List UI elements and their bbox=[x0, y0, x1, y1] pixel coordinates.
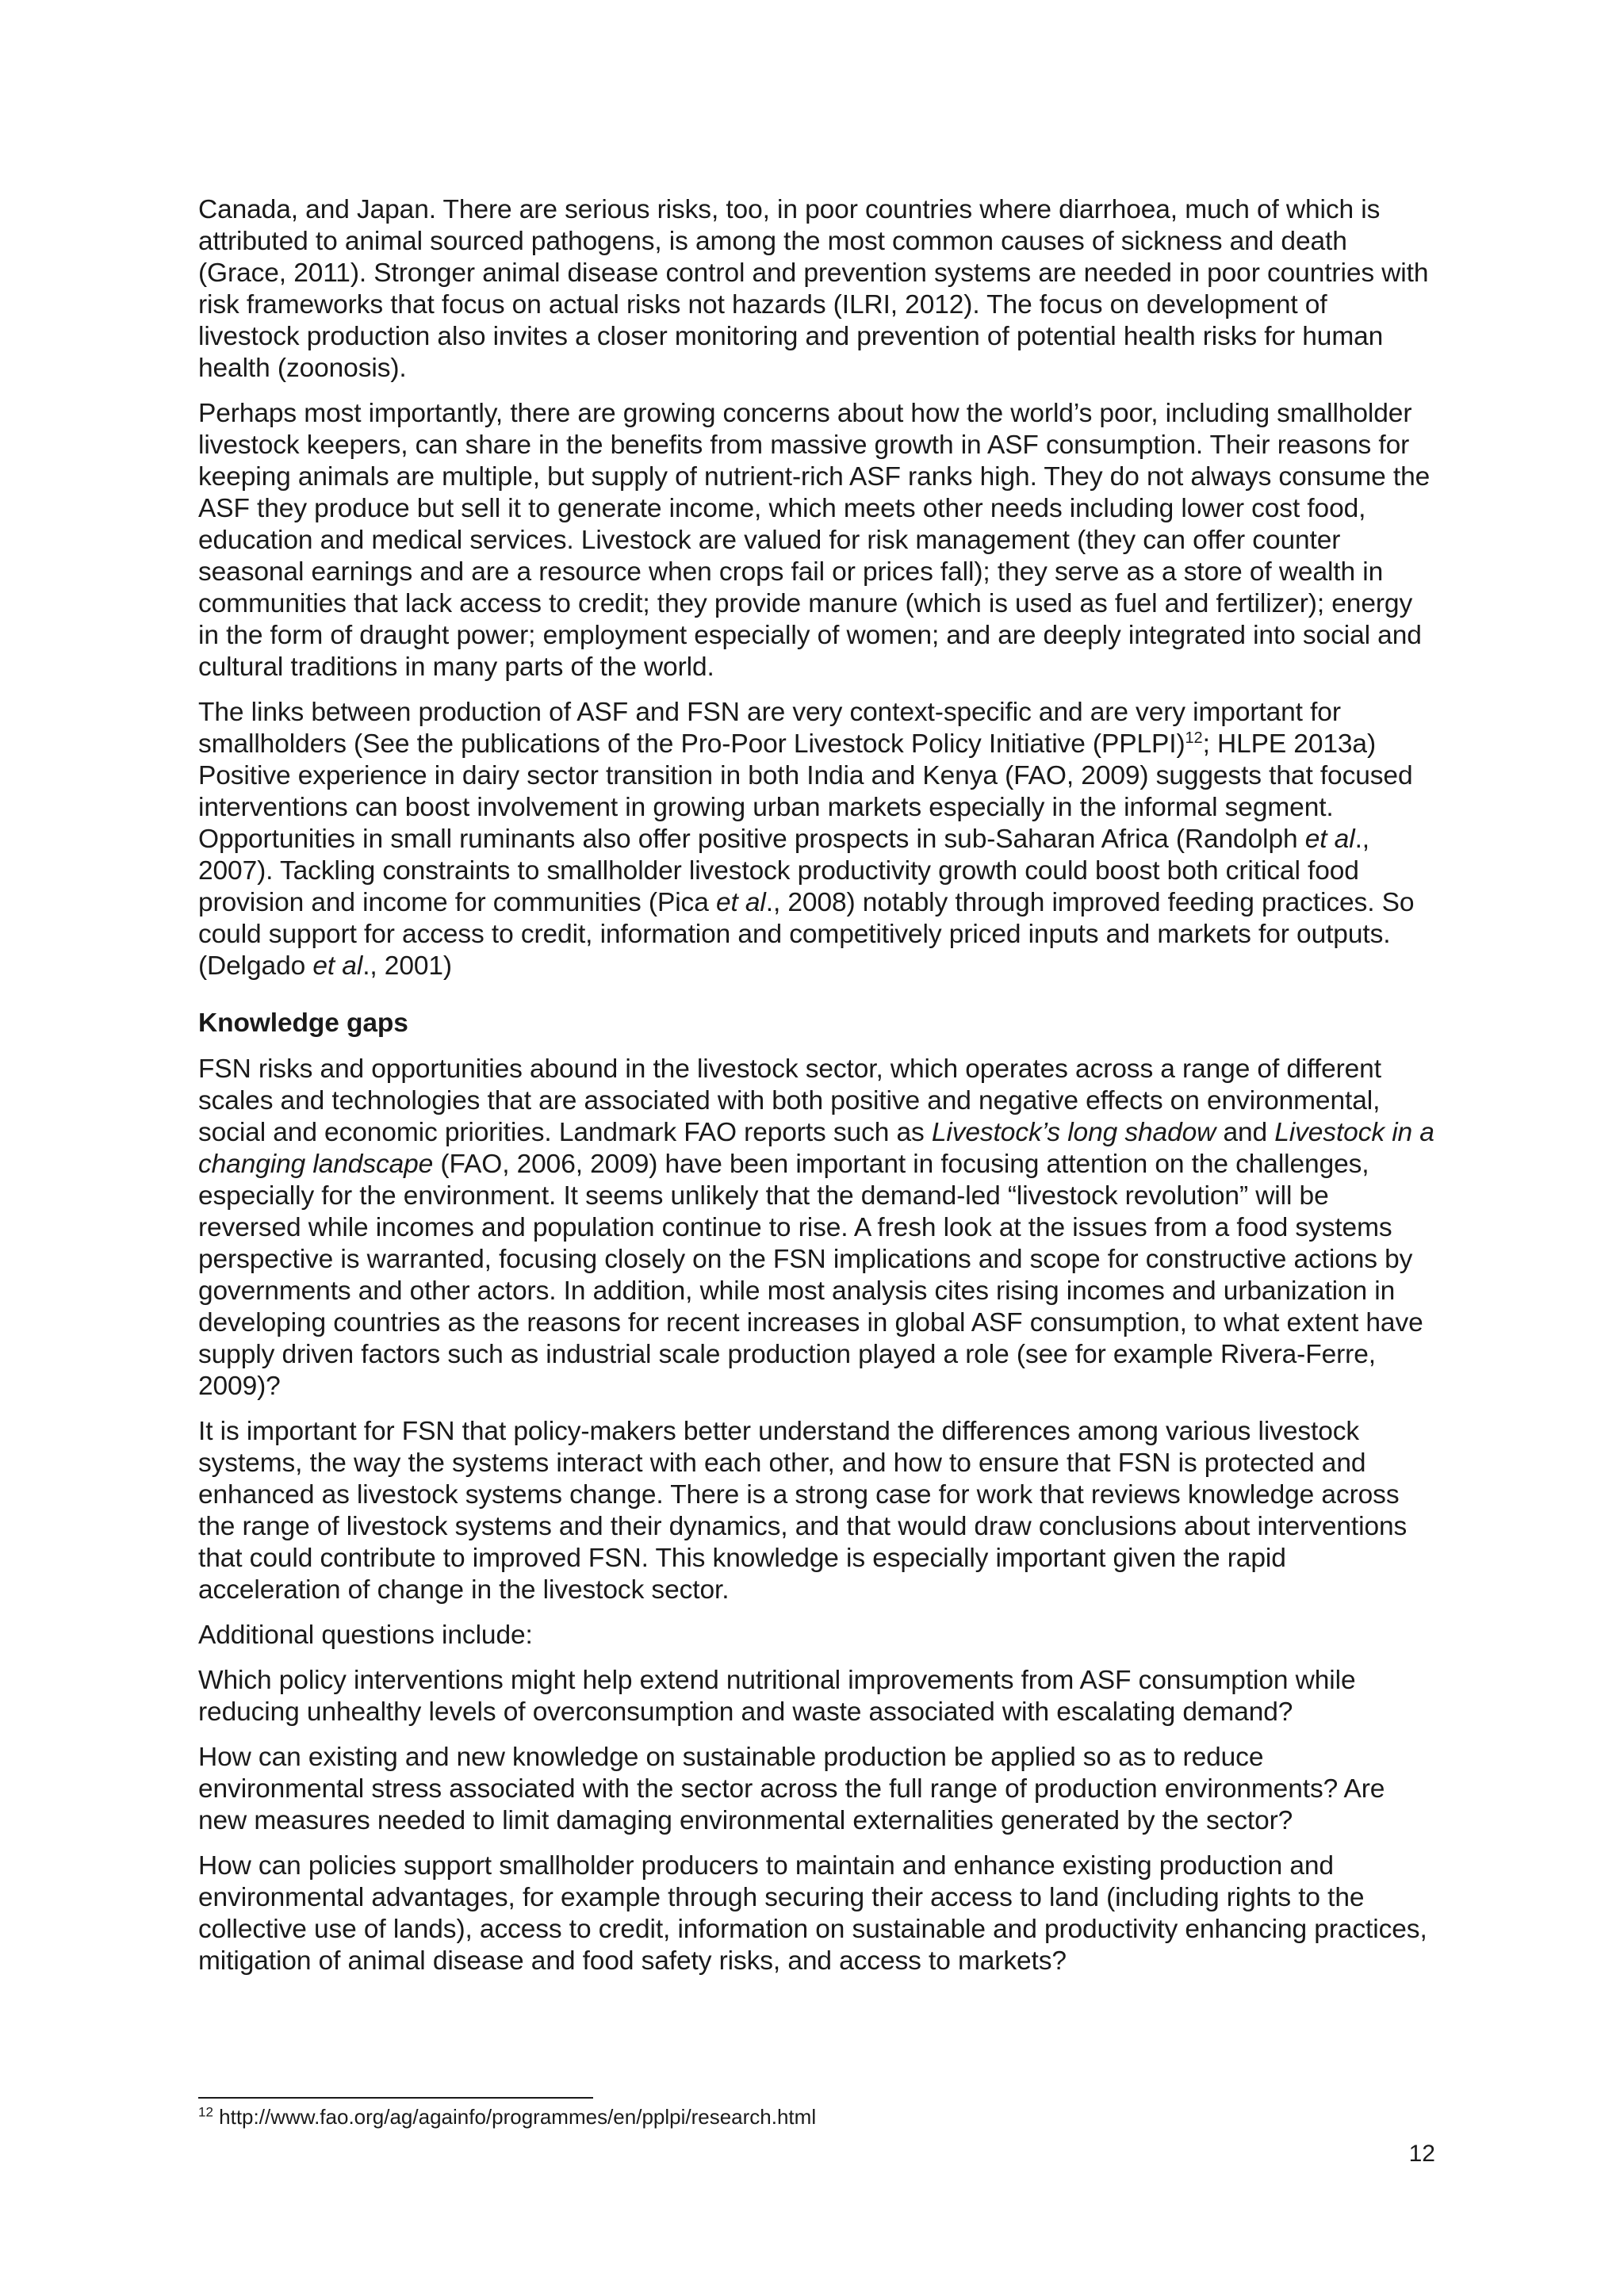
report-title: Livestock in a changing landscape bbox=[198, 1118, 1434, 1179]
question-3: How can policies support smallholder producers to maintain and enhance existing production and environmental advantages, for example through securing their access to land (including rights to the collective use of lands), access to credit, information on sustainable and productivity enhancing practices, mitigation of animal disease and food safety risks, and access to markets? bbox=[198, 1851, 1427, 1976]
paragraph-3: The links between production of ASF and FSN are very context-specific and are very important for smallholders (See the publications of the Pro-Poor Livestock Policy Initiative (PPLPI)$^{12}$; HLPE 2013a) Positive experience in dairy sector transition in both India and Kenya (FAO, 2009) suggests that focused interventions can boost involvement in growing urban markets especially in the informal segment. Opportunities in small ruminants also offer positive prospects in sub-Saharan Africa (Randolph et al., 2007). Tackling constraints to smallholder livestock productivity growth could boost both critical food provision and income for communities (Pica et al., 2008) notably through improved feeding practices. So could support for access to credit, information and competitively priced inputs and markets for outputs. (Delgado et al., 2001) bbox=[198, 698, 1415, 981]
question-2: How can existing and new knowledge on sustainable production be applied so as to reduce environmental stress associated with the sector across the full range of production environments? Are new measures needed to limit damaging environmental externalities generated by the sector? bbox=[198, 1743, 1385, 1835]
question-1: Which policy interventions might help extend nutritional improvements from ASF consumption while reducing unhealthy levels of overconsumption and waste associated with escalating demand? bbox=[198, 1666, 1356, 1727]
body-text bbox=[198, 194, 1435, 1991]
report-title: Livestock’s long shadow bbox=[931, 1118, 1216, 1147]
footnote-ref: 12 bbox=[1185, 729, 1203, 747]
section-heading: Knowledge gaps bbox=[198, 1008, 408, 1038]
footnote-link[interactable]: http://www.fao.org/ag/againfo/programmes/en/pplpi/research.html bbox=[213, 2105, 817, 2129]
footnote-number: 12 bbox=[198, 2104, 213, 2120]
paragraph-4: FSN risks and opportunities abound in the livestock sector, which operates across a range of different scales and technologies that are associated with both positive and negative effects on environmental, social and economic priorities. Landmark FAO reports such as Livestock’s long shadow and Livestock in a changing landscape (FAO, 2006, 2009) have been important in focusing attention on the challenges, especially for the environment. It seems unlikely that the demand-led “livestock revolution” will be reversed while incomes and population continue to rise. A fresh look at the issues from a food systems perspective is warranted, focusing closely on the FSN implications and scope for constructive actions by governments and other actors. In addition, while most analysis cites rising incomes and urbanization in developing countries as the reasons for recent increases in global ASF consumption, to what extent have supply driven factors such as industrial scale production played a role (see for example Rivera-Ferre, 2009)? bbox=[198, 1054, 1434, 1401]
page-number: 12 bbox=[1408, 2141, 1435, 2167]
paragraph-2: Perhaps most importantly, there are growing concerns about how the world’s poor, including smallholder livestock keepers, can share in the benefits from massive growth in ASF consumption. Their reasons for keeping animals are multiple, but supply of nutrient-rich ASF ranks high. They do not always consume the ASF they produce but sell it to generate income, which meets other needs including lower cost food, education and medical services. Livestock are valued for risk management (they can offer counter seasonal earnings and are a resource when crops fail or prices fall); they serve as a store of wealth in communities that lack access to credit; they provide manure (which is used as fuel and fertilizer); energy in the form of draught power; employment especially of women; and are deeply integrated into social and cultural traditions in many parts of the world. bbox=[198, 399, 1431, 682]
footnote-separator bbox=[198, 2097, 593, 2099]
paragraph-6: Additional questions include: bbox=[198, 1621, 533, 1650]
paragraph-5: It is important for FSN that policy-makers better understand the differences among various livestock systems, the way the systems interact with each other, and how to ensure that FSN is protected and enhanced as livestock systems change. There is a strong case for work that reviews knowledge across the range of livestock systems and their dynamics, and that would draw conclusions about interventions that could contribute to improved FSN. This knowledge is especially important given the rapid acceleration of change in the livestock sector. bbox=[198, 1417, 1408, 1605]
footnote bbox=[198, 2104, 816, 2130]
paragraph-1: Canada, and Japan. There are serious risks, too, in poor countries where diarrhoea, much of which is attributed to animal sourced pathogens, is among the most common causes of sickness and death (Grace, 2011). Stronger animal disease control and prevention systems are needed in poor countries with risk frameworks that focus on actual risks not hazards (ILRI, 2012). The focus on development of livestock production also invites a closer monitoring and prevention of potential health risks for human health (zoonosis). bbox=[198, 195, 1429, 383]
